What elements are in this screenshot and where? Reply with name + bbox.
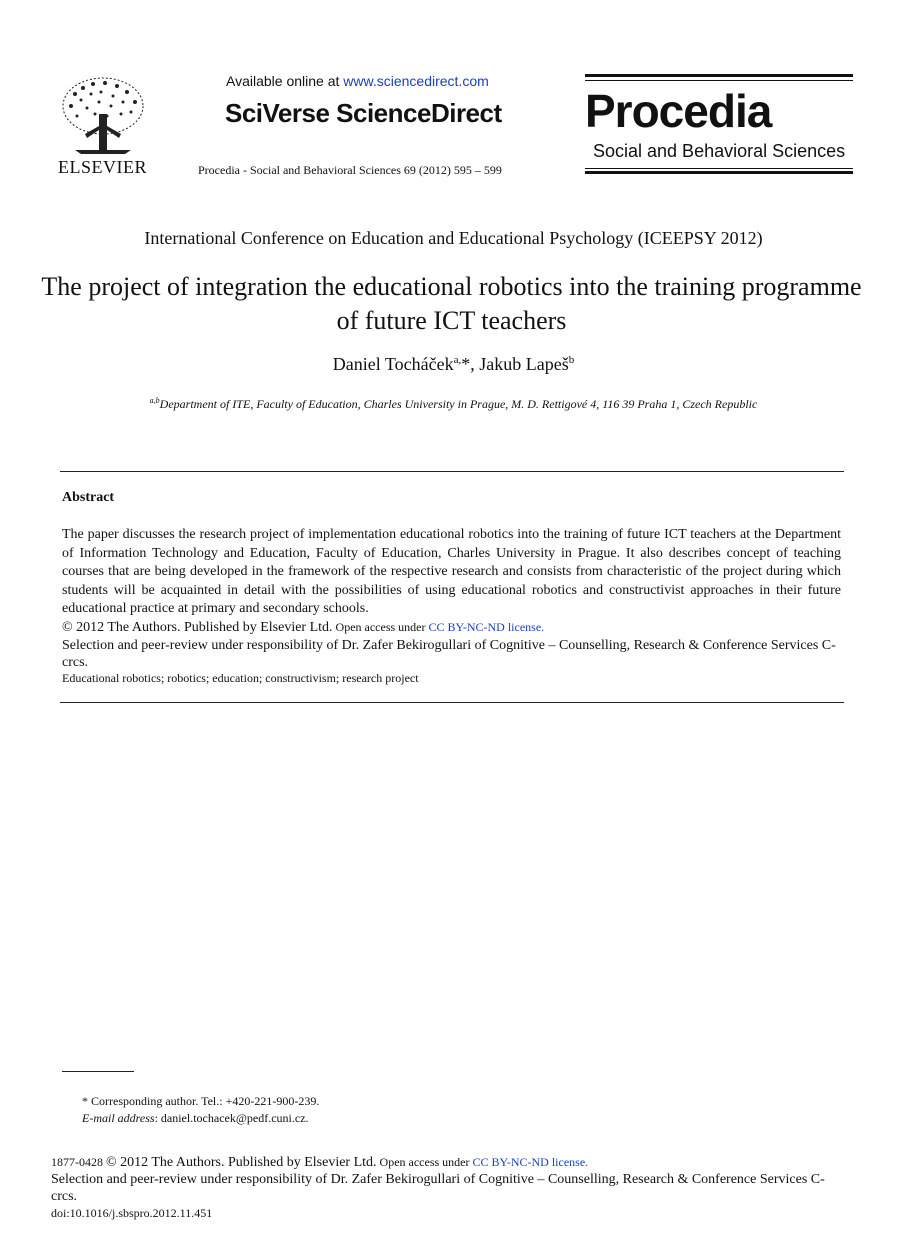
author-2-affil-mark: b (568, 354, 575, 366)
affiliation (0, 396, 907, 412)
footnote-rule (62, 1071, 134, 1072)
journal-logo-subtitle: Social and Behavioral Sciences (593, 141, 846, 161)
publisher-name: ELSEVIER (58, 157, 147, 177)
logo-top-rule-thin (585, 80, 853, 81)
email-label: E-mail address (82, 1111, 155, 1125)
available-online-line (226, 73, 489, 89)
issn: 1877-0428 (51, 1155, 106, 1169)
footer-peer-review: Selection and peer-review under responsibility of Dr. Zafer Bekirogullari of Cognitive – Counselling, Research & Conference Services C-crcs. (51, 1172, 825, 1204)
abstract-heading: Abstract (62, 490, 115, 505)
abstract-copyright (62, 620, 544, 636)
keywords: Educational robotics; robotics; education; constructivism; research project (62, 671, 419, 685)
author-list (0, 354, 907, 375)
article-title: The project of integration the educational robotics into the training programme of future ICT teachers (41, 272, 862, 335)
abstract-body: The paper discusses the research project of implementation educational robotics into the training of future ICT teachers at the Department of Information Technology and Education, Faculty of Education, Charles University in Prague. It also describes concept of teaching courses that are being developed in the framework of the respective research and consists from characteristic of the project during which students will be acquainted in detail with the possibilities of using educational robotics and constructivist approaches in their future educational practice at primary and secondary schools. (62, 527, 841, 616)
copyright-text: © 2012 The Authors. Published by Elsevier Ltd. (62, 620, 333, 635)
sciencedirect-link[interactable]: www.sciencedirect.com (343, 73, 489, 89)
logo-bottom-rule (585, 171, 853, 174)
available-online-prefix: Available online at (226, 73, 344, 89)
footer-license-link[interactable]: CC BY-NC-ND license. (472, 1155, 589, 1169)
doi: doi:10.1016/j.sbspro.2012.11.451 (51, 1206, 213, 1220)
journal-logo (585, 74, 853, 176)
abstract-bottom-rule (60, 702, 844, 703)
affiliation-mark: a,b (149, 396, 160, 405)
author-1-affil-mark: a, (453, 354, 462, 366)
email-note (82, 1111, 309, 1126)
author-1: Daniel Tocháček (332, 354, 454, 374)
affiliation-text: Department of ITE, Faculty of Education, Charles University in Prague, M. D. Rettigové 4, 116 39 Praha 1, Czech Republic (159, 397, 758, 411)
journal-citation: Procedia - Social and Behavioral Sciences 69 (2012) 595 – 599 (198, 163, 502, 177)
journal-logo-title: Procedia (585, 85, 772, 137)
author-2: Jakub Lapeš (479, 354, 569, 374)
logo-top-rule (585, 74, 853, 77)
platform-logo: SciVerse ScienceDirect (225, 98, 502, 128)
footer-open-access: Open access under (376, 1155, 473, 1169)
open-access-text: Open access under (332, 620, 429, 634)
license-link[interactable]: CC BY-NC-ND license. (428, 620, 545, 634)
footer-issn-line (51, 1155, 588, 1171)
footer-copyright: © 2012 The Authors. Published by Elsevier Ltd. (106, 1155, 377, 1170)
email-address: : daniel.tochacek@pedf.cuni.cz. (154, 1111, 309, 1125)
conference-name: International Conference on Education and Educational Psychology (ICEEPSY 2012) (144, 228, 763, 248)
logo-bottom-rule-thin (585, 168, 853, 169)
peer-review-statement: Selection and peer-review under responsibility of Dr. Zafer Bekirogullari of Cognitive – Counselling, Research & Conference Services C-crcs. (62, 638, 836, 670)
abstract-top-rule (60, 471, 844, 472)
author-separator: *, (461, 354, 480, 374)
corresponding-author-note: * Corresponding author. Tel.: +420-221-900-239. (82, 1094, 320, 1108)
